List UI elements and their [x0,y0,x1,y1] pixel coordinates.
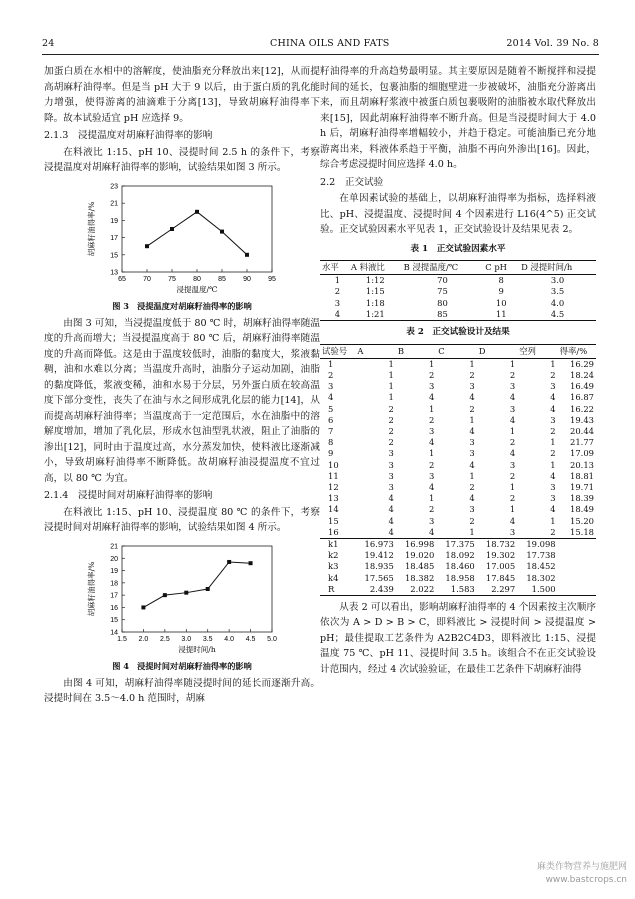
table-row [320,448,596,459]
table-cell: 3 [469,448,475,459]
table-cell: 19.302 [485,550,516,561]
table-cell: 8 [498,275,504,286]
table-cell: 3 [334,297,341,308]
table-cell: 12 [328,481,339,492]
table-header-cell: 试验号 [320,344,355,358]
y-tick-label: 23 [110,183,118,190]
table-cell: 1 [328,358,334,369]
data-point [141,605,145,609]
paragraph: 籽油得率的升高趋势最明显。其主要原因是随着不断搅拌和浸提时间的延长，包裹油脂的细胞壁进一步被破坏，油脂充分游离出来，而且胡麻籽浆液中被蛋白质包裹吸附的油脂被水取代释放出来[15]，因此胡麻籽油得率不断升高。但是当浸提时间大于 4.0 h 后，胡麻籽油得率增幅较小，并趋于稳定。可能油脂已充分地游离出来，料液体系趋于平衡，油脂不再向外渗出[16]。因此，综合考虑浸提时间应选择 4.0 h。 [320,66,596,170]
table-cell: k4 [328,572,339,583]
paragraph: 从表 2 可以看出，影响胡麻籽油得率的 4 个因素按主次顺序依次为 A > D > B > C，即料液比 > 浸提时间 > 浸提温度 > pH；最佳提取工艺条件为 A2B2C4D3，即料液比 1:15、浸提温度 75 ℃、pH 11、浸提时间 3.5 h。该组合不在正交试验设计范围内，经过 4 次试验验证，在最佳工艺条件下胡麻籽油得 [320,601,596,675]
table-cell: 19.43 [570,414,594,425]
table-cell: 3 [550,493,556,504]
table-cell: 19.098 [526,538,556,549]
table-cell: 2 [550,425,556,436]
paragraph: 在单因素试验的基础上，以胡麻籽油得率为指标，选择料液比、pH、浸提温度、浸提时间 4 个因素进行 L16(4^5) 正交试验。正交试验因素水平见表 1，正交试验设计及结果见表 2。 [320,193,596,235]
paragraph: 由图 4 可知，胡麻籽油得率随浸提时间的延长而逐渐升高。浸提时间在 3.5～4.0 h 范围时，胡麻 [44,677,320,704]
table-cell: 10 [328,459,339,470]
table-cell: 2.022 [396,584,436,596]
table-cell: 1 [388,369,394,380]
figure-4-chart [82,540,282,658]
x-tick-label: 5.0 [267,635,277,643]
table-cell: 15 [328,515,339,526]
table-cell: 8 [328,437,334,448]
table-cell: 18.460 [445,561,475,572]
table-cell: 4 [428,392,435,403]
table-cell: 1 [550,515,556,526]
table-cell: 3 [428,515,435,526]
table-cell: 2 [509,437,516,448]
table-cell: 15.18 [558,527,596,539]
table-cell: 3 [469,504,475,515]
x-tick-label: 3.5 [202,635,213,643]
table-cell: 4 [428,481,435,492]
table-cell: 4 [550,403,556,414]
table-row [320,471,596,482]
table-cell: 18.935 [364,561,394,572]
table-cell: 3.0 [550,275,565,286]
journal-name: CHINA OILS AND FATS [270,38,390,49]
table-cell: 1 [334,275,341,286]
table-cell [558,538,596,550]
table-cell: 1 [550,437,556,448]
table-cell: 17.565 [364,572,394,583]
table-cell: 3 [550,481,556,492]
table-cell: 1 [428,403,435,414]
table-cell: 2 [388,403,394,414]
x-axis-label: 浸提时间/h [178,644,216,654]
paragraph: 在料液比 1:15、pH 10、浸提时间 2.5 h 的条件下，考察浸提温度对胡麻籽油得率的影响，试验结果如图 3 所示。 [44,146,320,173]
table-stats-row [320,538,596,550]
y-axis-label: 胡麻籽油得率/% [87,201,96,256]
section-heading: 2.1.3 浸提温度对胡麻籽油得率的影响 [44,130,213,141]
table-cell: 2 [509,493,516,504]
y-tick-label: 19 [110,567,118,575]
table-stats-row [320,573,596,584]
table-cell: 11 [328,470,339,481]
x-tick-label: 4.5 [245,635,256,643]
table-cell: 2 [328,369,334,380]
table-cell: 5 [328,403,334,414]
table-cell: 2 [469,369,475,380]
table-cell: 4 [328,392,334,403]
table-cell: 1 [509,425,516,436]
table-cell: 4.0 [550,297,565,308]
table-row [320,437,596,448]
data-point [245,252,249,256]
table-cell: 18.452 [526,561,556,572]
table-header-cell: D 浸提时间/h [519,261,596,275]
table-cell: 2 [550,448,556,459]
table-cell: 9 [328,448,334,459]
figure-3-chart [82,180,282,298]
table-cell: 11 [483,309,519,321]
table-cell: 2 [428,369,435,380]
table-cell: 2 [388,414,394,425]
table-cell: 20.44 [570,425,594,436]
y-tick-label: 17 [110,234,118,242]
table-cell: 1 [388,392,394,403]
table-cell: 1 [550,358,556,369]
table-cell: 4 [388,504,394,515]
table-row [320,426,596,437]
x-tick-label: 1.5 [117,635,127,643]
table-cell: 2 [428,414,435,425]
table-cell: 16.22 [570,403,594,414]
table-cell: 16.973 [364,538,394,549]
x-tick-label: 85 [218,275,226,283]
x-tick-label: 75 [168,275,176,283]
table-cell: 18.39 [570,493,594,504]
table-cell: 1 [428,358,435,369]
table-cell: 4 [469,459,475,470]
table-cell: 2 [517,527,557,539]
table-cell: 2 [550,369,556,380]
watermark-line: www.bastcrops.cn [545,875,627,885]
table-cell: 2 [509,470,516,481]
table-header-cell: 空列 [517,344,557,358]
table-cell [558,550,596,561]
table-cell: 2 [428,504,435,515]
table-cell: k1 [328,538,339,549]
table-header-cell: A 料液比 [349,261,402,275]
table-cell: 1:12 [365,275,385,286]
table-stats-row [320,550,596,561]
data-point [195,209,199,213]
x-tick-label: 2.5 [159,635,170,643]
table-cell: 17.375 [445,538,475,549]
table-cell: 18.382 [404,572,435,583]
table-cell: 16.998 [404,538,435,549]
table-cell: 3 [477,527,517,539]
table-cell: 1 [428,493,435,504]
table-cell: 2.297 [477,584,517,596]
table-row [320,286,596,297]
table-caption: 表 2 正交试验设计及结果 [406,327,510,338]
table-cell: 9 [498,286,504,297]
table-cell: 1 [469,470,475,481]
y-axis-label: 胡麻籽油得率/% [87,561,96,616]
y-tick-label: 17 [110,592,118,600]
page-number: 24 [42,38,55,49]
table-row [320,404,596,415]
table-stats-row [320,561,596,572]
table-cell: 18.485 [404,561,435,572]
table-row [320,381,596,392]
issue-info: 2014 Vol. 39 No. 8 [506,38,599,49]
table-cell: 16.49 [570,381,594,392]
table-row [320,482,596,493]
table-cell: 4 [396,527,436,539]
table-cell: 80 [437,297,448,308]
table-cell: 18.81 [570,470,594,481]
table-cell: 13 [328,493,339,504]
series-line [143,561,250,606]
table-header-cell: A [355,344,395,358]
table-cell: 2 [469,403,475,414]
paragraph: 在料液比 1:15、pH 10、浸提温度 80 ℃ 的条件下，考察浸提时间对胡麻籽油得率的影响，试验结果如图 4 所示。 [44,506,320,533]
table-row [320,504,596,515]
paragraph: 加蛋白质在水相中的溶解度，使油脂充分释放出来[12]，从而提高胡麻籽油得率。但是当 pH 大于 9 以后，由于蛋白质的乳化能力增强，使得游离的油滴难于分离[13]，导致胡麻籽油得率下降。故本试验适宜 pH 应选择 9。 [44,66,320,124]
table-header-cell: C pH [483,261,519,275]
table-cell: 1 [550,459,556,470]
table-cell: 4 [355,527,395,539]
data-point [163,593,167,597]
table-cell: 1:15 [365,286,385,297]
x-tick-label: 95 [268,275,276,283]
table-cell: 2 [388,437,394,448]
table-row [320,275,596,287]
x-tick-label: 80 [193,275,201,283]
table-header-cell: 得率/% [558,344,596,358]
table-cell: 16.29 [570,358,594,369]
table-1 [320,260,596,321]
data-point [184,590,188,594]
data-point [170,227,174,231]
table-cell: 3 [509,381,516,392]
table-header-row [320,344,596,358]
table-cell: 3 [469,381,475,392]
table-cell: 4 [509,392,516,403]
y-tick-label: 21 [110,200,118,208]
table-cell: 2 [469,515,475,526]
table-cell: 3 [509,403,516,414]
table-cell: 1 [509,481,516,492]
table-cell: 75 [437,286,448,297]
table-cell: 19.71 [570,481,594,492]
table-cell: 1 [469,414,475,425]
table-cell: 3 [509,459,516,470]
table-cell [558,561,596,572]
table-cell: 19.412 [364,550,394,561]
table-header-cell: D [477,344,517,358]
table-header-row [320,261,596,275]
section-heading: 2.1.4 浸提时间对胡麻籽油得率的影响 [44,490,213,501]
left-column [44,64,320,707]
x-tick-label: 70 [143,275,151,283]
table-cell: 85 [402,309,484,321]
right-column [320,64,596,677]
y-tick-label: 18 [110,579,118,587]
table-row [320,516,596,527]
watermark [537,861,627,887]
table-cell: 70 [437,275,448,286]
y-tick-label: 21 [110,543,118,550]
y-tick-label: 19 [110,217,118,225]
table-row [320,358,596,370]
table-cell: 18.732 [485,538,516,549]
y-tick-label: 16 [110,604,118,612]
table-cell: 1:18 [365,297,385,308]
figure-caption: 图 3 浸提温度对胡麻籽油得率的影响 [112,300,252,311]
table-cell: 4 [509,414,516,425]
table-cell: 2.439 [355,584,395,596]
y-tick-label: 14 [110,629,118,636]
header-rule [42,54,599,55]
x-tick-label: 90 [243,275,251,283]
data-point [145,244,149,248]
table-cell: 1:21 [349,309,402,321]
table-cell: 1 [469,358,475,369]
table-cell: 4 [469,392,475,403]
table-cell: 3 [328,381,334,392]
table-cell: 4 [550,470,556,481]
y-tick-label: 15 [110,251,118,259]
table-cell: 4 [388,493,394,504]
table-cell: 4 [388,515,394,526]
table-cell: 4 [509,515,516,526]
data-point [249,561,253,565]
table-stats-row [320,584,596,596]
table-cell: 1 [388,381,394,392]
table-cell: k3 [328,561,339,572]
table-cell: 6 [328,414,334,425]
table-cell: 1 [428,448,435,459]
table-row [320,460,596,471]
table-row [320,309,596,321]
x-tick-label: 4.0 [224,635,235,643]
data-point [206,587,210,591]
watermark-line: 麻类作物营养与施肥网 [536,862,627,872]
table-cell: 4 [320,309,349,321]
table-cell: 4 [469,493,475,504]
table-cell: 2 [428,459,435,470]
table-header-cell: 水平 [320,261,349,275]
x-axis-label: 浸提温度/℃ [176,284,218,294]
table-cell: R [320,584,355,596]
table-cell: 18.958 [445,572,475,583]
table-cell: 18.24 [570,369,594,380]
table-cell: 20.13 [570,459,594,470]
table-row [320,298,596,309]
y-tick-label: 13 [110,269,118,276]
table-cell [558,584,596,596]
table-cell: 3 [428,381,435,392]
table-cell: 4 [469,425,475,436]
table-row [320,370,596,381]
table-cell: 3 [388,481,394,492]
paragraph: 由图 3 可知，当浸提温度低于 80 ℃ 时，胡麻籽油得率随温度的升高而增大；当浸提温度高于 80 ℃ 后，胡麻籽油得率随温度的升高而降低。这是由于温度较低时，油脂的黏度大，浆液黏稠，油和水难以分离；当温度升高时，油脂分子运动加剧，油脂的黏度降低，浆液变稀，油和水易于分层，另外蛋白质在较高温度下部分变性，丧失了在油与水之间形成乳化层的能力[14]，从而提高胡麻籽油得率；当温度高于一定范围后，水在油脂中的溶解度增加，增加了乳化层，形成水包油型乳状液，阻止了油脂的渗出[12]，同时由于温度过高，水分蒸发加快，使料液比逐渐减小，导致胡麻籽油得率不断降低。故胡麻籽油浸提温度不宜过高，以 80 ℃ 为宜。 [44,317,320,484]
table-2 [320,344,596,596]
table-cell: 17.738 [526,550,556,561]
table-cell: 1 [509,504,516,515]
x-tick-label: 2.0 [138,635,149,643]
table-header-cell: B 浸提温度/℃ [402,261,484,275]
table-cell: 3 [469,437,475,448]
table-cell: 1 [436,527,476,539]
table-cell: 4 [550,392,556,403]
x-tick-label: 65 [118,275,126,283]
table-cell: 2 [469,481,475,492]
table-cell: 18.302 [526,572,556,583]
table-cell: 1 [388,358,394,369]
table-cell: 3.5 [550,286,565,297]
table-caption: 表 1 正交试验因素水平 [410,243,506,254]
table-cell: 1.583 [436,584,476,596]
table-cell: 4.5 [519,309,596,321]
table-cell: 1 [509,358,516,369]
table-cell: k2 [328,550,339,561]
table-cell: 10 [495,297,507,308]
table-cell: 3 [388,448,394,459]
table-row [320,392,596,403]
section-heading: 2.2 正交试验 [320,176,384,188]
table-cell: 4 [550,504,556,515]
table-cell: 3 [428,425,435,436]
table-cell: 19.020 [404,550,435,561]
table-cell: 15.20 [570,515,594,526]
y-tick-label: 15 [110,616,118,624]
table-cell: 2 [509,369,516,380]
table-row [320,527,596,539]
table-cell: 3 [388,459,394,470]
table-header-cell: C [436,344,476,358]
table-cell: 4 [428,437,435,448]
table-cell: 3 [550,381,556,392]
table-cell: 3 [428,470,435,481]
data-point [220,229,224,233]
table-cell: 1.500 [517,584,557,596]
table-cell: 7 [328,425,334,436]
table-cell: 4 [509,448,516,459]
x-tick-label: 3.0 [181,635,192,643]
series-line [147,211,247,254]
plot-frame [122,186,272,272]
plot-frame [122,546,272,632]
table-cell: 2 [388,425,394,436]
table-cell: 16 [320,527,355,539]
table-cell: 3 [550,414,556,425]
table-cell: 18.49 [570,504,594,515]
table-cell: 3 [388,470,394,481]
data-point [227,559,231,563]
table-header-cell: B [396,344,436,358]
table-cell: 14 [328,504,339,515]
table-cell: 17.09 [570,448,594,459]
table-cell: 16.87 [570,392,594,403]
y-tick-label: 20 [110,555,118,563]
table-cell: 18.092 [445,550,475,561]
table-cell: 21.77 [570,437,594,448]
figure-caption: 图 4 浸提时间对胡麻籽油得率的影响 [112,660,252,671]
table-cell [558,573,596,584]
table-row [320,493,596,504]
table-cell: 2 [334,286,341,297]
table-row [320,415,596,426]
table-cell: 17.845 [485,572,516,583]
table-cell: 17.005 [485,561,516,572]
